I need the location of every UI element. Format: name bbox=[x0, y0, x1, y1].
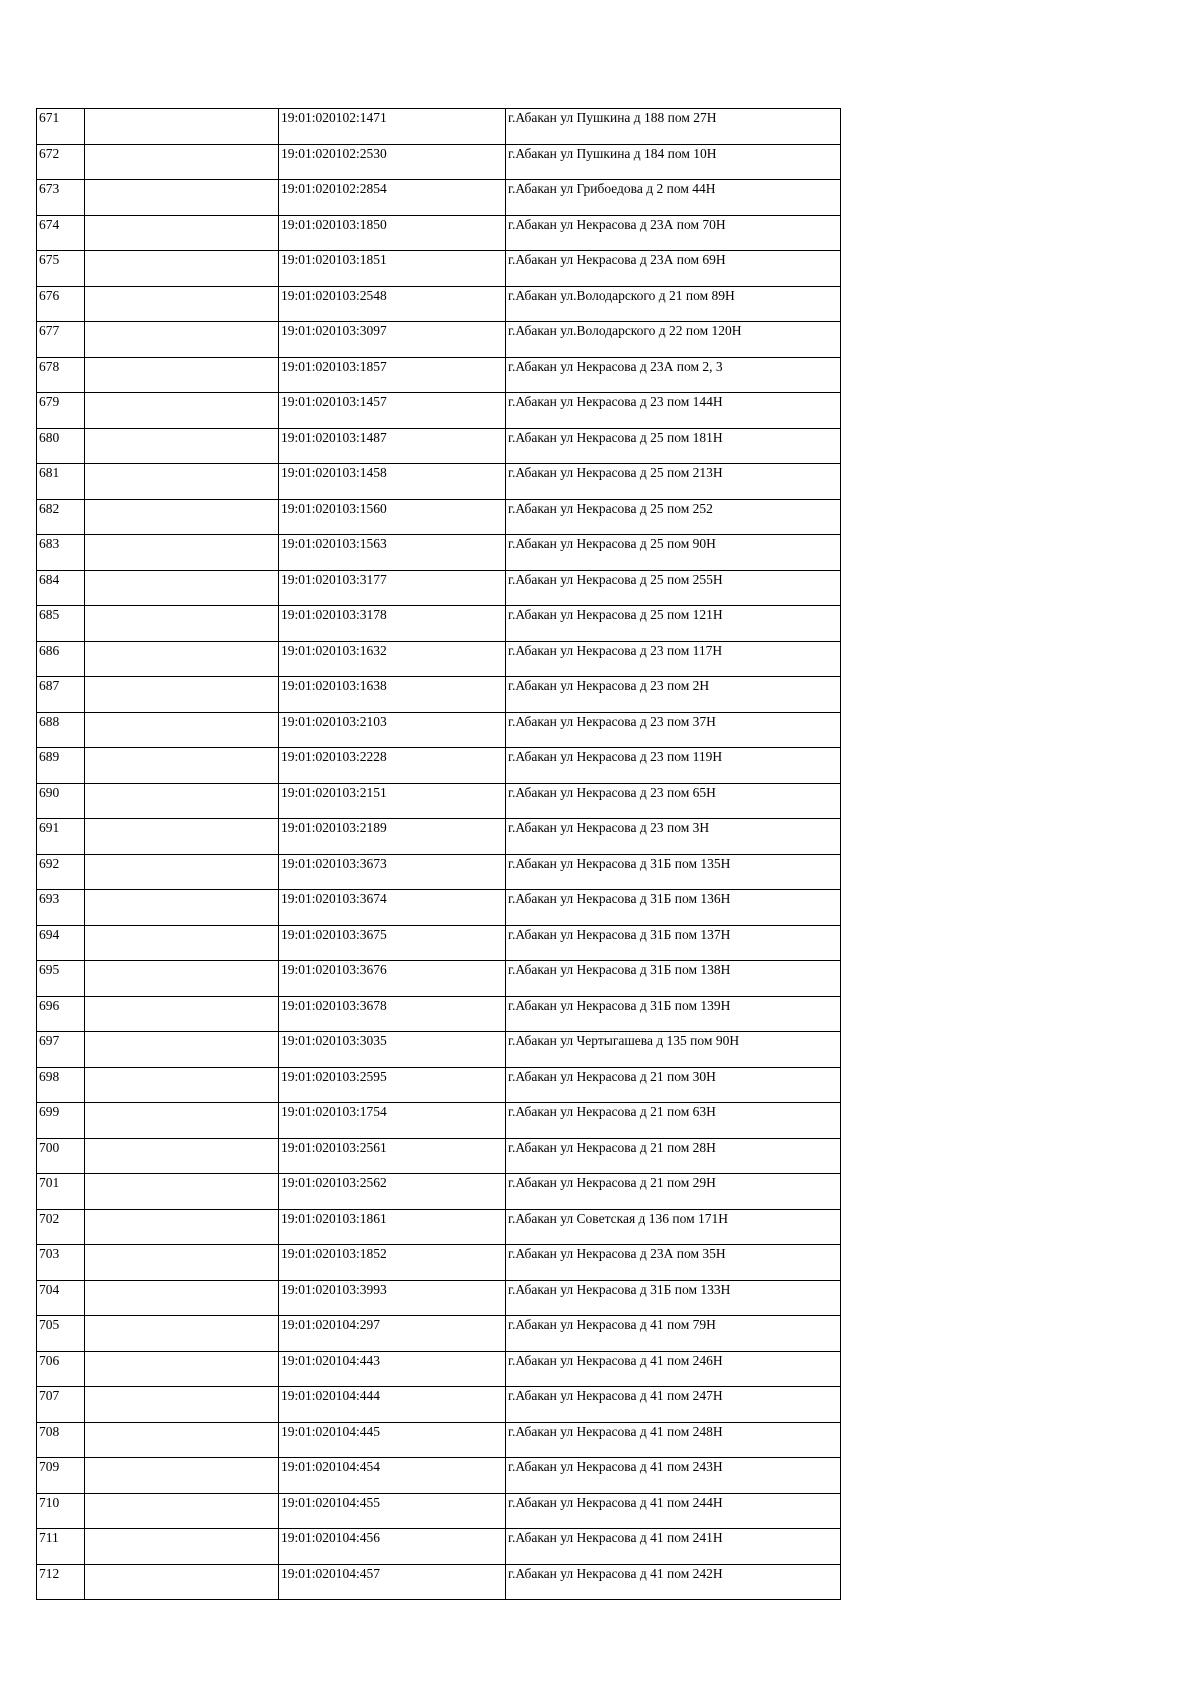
address-cell: г.Абакан ул.Володарского д 22 пом 120Н bbox=[506, 322, 841, 358]
cadastral-number-cell: 19:01:020104:444 bbox=[279, 1387, 506, 1423]
cadastral-number-cell: 19:01:020103:2561 bbox=[279, 1138, 506, 1174]
row-number-cell: 710 bbox=[37, 1493, 85, 1529]
address-cell: г.Абакан ул Пушкина д 184 пом 10Н bbox=[506, 144, 841, 180]
property-register-body bbox=[37, 109, 841, 1600]
cadastral-number-cell: 19:01:020103:3675 bbox=[279, 925, 506, 961]
row-number-cell: 703 bbox=[37, 1245, 85, 1281]
cadastral-number-cell: 19:01:020103:1563 bbox=[279, 535, 506, 571]
cadastral-number-cell: 19:01:020103:1754 bbox=[279, 1103, 506, 1139]
address-cell: г.Абакан ул Некрасова д 31Б пом 136Н bbox=[506, 890, 841, 926]
cadastral-number-cell: 19:01:020103:3678 bbox=[279, 996, 506, 1032]
name-cell bbox=[85, 748, 279, 784]
name-cell bbox=[85, 1458, 279, 1494]
table-row bbox=[37, 286, 841, 322]
address-cell: г.Абакан ул Некрасова д 23А пом 70Н bbox=[506, 215, 841, 251]
cadastral-number-cell: 19:01:020103:3993 bbox=[279, 1280, 506, 1316]
row-number-cell: 677 bbox=[37, 322, 85, 358]
cadastral-number-cell: 19:01:020103:2151 bbox=[279, 783, 506, 819]
row-number-cell: 673 bbox=[37, 180, 85, 216]
table-row bbox=[37, 1103, 841, 1139]
row-number-cell: 674 bbox=[37, 215, 85, 251]
row-number-cell: 676 bbox=[37, 286, 85, 322]
row-number-cell: 678 bbox=[37, 357, 85, 393]
name-cell bbox=[85, 890, 279, 926]
table-row bbox=[37, 180, 841, 216]
row-number-cell: 712 bbox=[37, 1564, 85, 1600]
table-row bbox=[37, 1422, 841, 1458]
row-number-cell: 691 bbox=[37, 819, 85, 855]
name-cell bbox=[85, 109, 279, 145]
row-number-cell: 708 bbox=[37, 1422, 85, 1458]
address-cell: г.Абакан ул Некрасова д 25 пом 255Н bbox=[506, 570, 841, 606]
name-cell bbox=[85, 996, 279, 1032]
row-number-cell: 682 bbox=[37, 499, 85, 535]
address-cell: г.Абакан ул Чертыгашева д 135 пом 90Н bbox=[506, 1032, 841, 1068]
name-cell bbox=[85, 1067, 279, 1103]
row-number-cell: 680 bbox=[37, 428, 85, 464]
row-number-cell: 704 bbox=[37, 1280, 85, 1316]
name-cell bbox=[85, 1280, 279, 1316]
table-row bbox=[37, 1316, 841, 1352]
cadastral-number-cell: 19:01:020103:2548 bbox=[279, 286, 506, 322]
address-cell: г.Абакан ул.Володарского д 21 пом 89Н bbox=[506, 286, 841, 322]
cadastral-number-cell: 19:01:020103:3676 bbox=[279, 961, 506, 997]
address-cell: г.Абакан ул Некрасова д 23 пом 119Н bbox=[506, 748, 841, 784]
address-cell: г.Абакан ул Некрасова д 21 пом 30Н bbox=[506, 1067, 841, 1103]
address-cell: г.Абакан ул Некрасова д 41 пом 242Н bbox=[506, 1564, 841, 1600]
address-cell: г.Абакан ул Пушкина д 188 пом 27Н bbox=[506, 109, 841, 145]
cadastral-number-cell: 19:01:020103:1850 bbox=[279, 215, 506, 251]
cadastral-number-cell: 19:01:020104:454 bbox=[279, 1458, 506, 1494]
name-cell bbox=[85, 499, 279, 535]
address-cell: г.Абакан ул Некрасова д 25 пом 252 bbox=[506, 499, 841, 535]
name-cell bbox=[85, 251, 279, 287]
table-row bbox=[37, 677, 841, 713]
address-cell: г.Абакан ул Некрасова д 23 пом 37Н bbox=[506, 712, 841, 748]
name-cell bbox=[85, 322, 279, 358]
row-number-cell: 683 bbox=[37, 535, 85, 571]
table-row bbox=[37, 251, 841, 287]
row-number-cell: 685 bbox=[37, 606, 85, 642]
name-cell bbox=[85, 1174, 279, 1210]
table-row bbox=[37, 819, 841, 855]
name-cell bbox=[85, 428, 279, 464]
cadastral-number-cell: 19:01:020103:1861 bbox=[279, 1209, 506, 1245]
name-cell bbox=[85, 1422, 279, 1458]
row-number-cell: 690 bbox=[37, 783, 85, 819]
table-row bbox=[37, 961, 841, 997]
cadastral-number-cell: 19:01:020103:3097 bbox=[279, 322, 506, 358]
name-cell bbox=[85, 144, 279, 180]
address-cell: г.Абакан ул Советская д 136 пом 171Н bbox=[506, 1209, 841, 1245]
cadastral-number-cell: 19:01:020104:455 bbox=[279, 1493, 506, 1529]
table-row bbox=[37, 712, 841, 748]
cadastral-number-cell: 19:01:020103:1852 bbox=[279, 1245, 506, 1281]
table-row bbox=[37, 854, 841, 890]
address-cell: г.Абакан ул Некрасова д 23 пом 65Н bbox=[506, 783, 841, 819]
table-row bbox=[37, 109, 841, 145]
row-number-cell: 672 bbox=[37, 144, 85, 180]
table-row bbox=[37, 570, 841, 606]
cadastral-number-cell: 19:01:020103:3673 bbox=[279, 854, 506, 890]
table-row bbox=[37, 144, 841, 180]
row-number-cell: 699 bbox=[37, 1103, 85, 1139]
address-cell: г.Абакан ул Некрасова д 41 пом 79Н bbox=[506, 1316, 841, 1352]
name-cell bbox=[85, 1316, 279, 1352]
cadastral-number-cell: 19:01:020103:1857 bbox=[279, 357, 506, 393]
table-row bbox=[37, 1067, 841, 1103]
table-row bbox=[37, 464, 841, 500]
row-number-cell: 701 bbox=[37, 1174, 85, 1210]
table-row bbox=[37, 783, 841, 819]
cadastral-number-cell: 19:01:020102:1471 bbox=[279, 109, 506, 145]
name-cell bbox=[85, 1351, 279, 1387]
table-row bbox=[37, 925, 841, 961]
row-number-cell: 698 bbox=[37, 1067, 85, 1103]
cadastral-number-cell: 19:01:020103:2562 bbox=[279, 1174, 506, 1210]
row-number-cell: 692 bbox=[37, 854, 85, 890]
row-number-cell: 709 bbox=[37, 1458, 85, 1494]
address-cell: г.Абакан ул Некрасова д 23 пом 3Н bbox=[506, 819, 841, 855]
table-row bbox=[37, 1351, 841, 1387]
name-cell bbox=[85, 1032, 279, 1068]
row-number-cell: 688 bbox=[37, 712, 85, 748]
table-row bbox=[37, 1245, 841, 1281]
address-cell: г.Абакан ул Некрасова д 41 пом 248Н bbox=[506, 1422, 841, 1458]
address-cell: г.Абакан ул Некрасова д 41 пом 244Н bbox=[506, 1493, 841, 1529]
cadastral-number-cell: 19:01:020103:2103 bbox=[279, 712, 506, 748]
row-number-cell: 687 bbox=[37, 677, 85, 713]
row-number-cell: 686 bbox=[37, 641, 85, 677]
name-cell bbox=[85, 854, 279, 890]
address-cell: г.Абакан ул Некрасова д 25 пом 181Н bbox=[506, 428, 841, 464]
table-row bbox=[37, 890, 841, 926]
cadastral-number-cell: 19:01:020103:1638 bbox=[279, 677, 506, 713]
table-row bbox=[37, 1280, 841, 1316]
table-row bbox=[37, 215, 841, 251]
cadastral-number-cell: 19:01:020103:1851 bbox=[279, 251, 506, 287]
row-number-cell: 707 bbox=[37, 1387, 85, 1423]
cadastral-number-cell: 19:01:020104:445 bbox=[279, 1422, 506, 1458]
name-cell bbox=[85, 1103, 279, 1139]
row-number-cell: 696 bbox=[37, 996, 85, 1032]
name-cell bbox=[85, 1138, 279, 1174]
name-cell bbox=[85, 1493, 279, 1529]
table-row bbox=[37, 428, 841, 464]
name-cell bbox=[85, 535, 279, 571]
row-number-cell: 697 bbox=[37, 1032, 85, 1068]
table-row bbox=[37, 1564, 841, 1600]
table-row bbox=[37, 1032, 841, 1068]
address-cell: г.Абакан ул Некрасова д 41 пом 246Н bbox=[506, 1351, 841, 1387]
name-cell bbox=[85, 180, 279, 216]
cadastral-number-cell: 19:01:020103:2228 bbox=[279, 748, 506, 784]
table-row bbox=[37, 1529, 841, 1565]
address-cell: г.Абакан ул Некрасова д 31Б пом 137Н bbox=[506, 925, 841, 961]
cadastral-number-cell: 19:01:020103:2189 bbox=[279, 819, 506, 855]
cadastral-number-cell: 19:01:020103:2595 bbox=[279, 1067, 506, 1103]
table-row bbox=[37, 535, 841, 571]
cadastral-number-cell: 19:01:020104:456 bbox=[279, 1529, 506, 1565]
table-row bbox=[37, 641, 841, 677]
name-cell bbox=[85, 712, 279, 748]
address-cell: г.Абакан ул Некрасова д 31Б пом 135Н bbox=[506, 854, 841, 890]
cadastral-number-cell: 19:01:020103:3674 bbox=[279, 890, 506, 926]
name-cell bbox=[85, 606, 279, 642]
table-row bbox=[37, 1458, 841, 1494]
row-number-cell: 694 bbox=[37, 925, 85, 961]
name-cell bbox=[85, 393, 279, 429]
table-row bbox=[37, 393, 841, 429]
table-row bbox=[37, 1174, 841, 1210]
name-cell bbox=[85, 961, 279, 997]
cadastral-number-cell: 19:01:020104:443 bbox=[279, 1351, 506, 1387]
address-cell: г.Абакан ул Некрасова д 31Б пом 138Н bbox=[506, 961, 841, 997]
row-number-cell: 705 bbox=[37, 1316, 85, 1352]
address-cell: г.Абакан ул Некрасова д 21 пом 63Н bbox=[506, 1103, 841, 1139]
row-number-cell: 689 bbox=[37, 748, 85, 784]
name-cell bbox=[85, 819, 279, 855]
name-cell bbox=[85, 1564, 279, 1600]
cadastral-number-cell: 19:01:020103:1560 bbox=[279, 499, 506, 535]
row-number-cell: 684 bbox=[37, 570, 85, 606]
table-row bbox=[37, 1387, 841, 1423]
name-cell bbox=[85, 1209, 279, 1245]
name-cell bbox=[85, 286, 279, 322]
row-number-cell: 679 bbox=[37, 393, 85, 429]
row-number-cell: 711 bbox=[37, 1529, 85, 1565]
cadastral-number-cell: 19:01:020103:1632 bbox=[279, 641, 506, 677]
table-row bbox=[37, 1209, 841, 1245]
address-cell: г.Абакан ул Некрасова д 23А пом 2, 3 bbox=[506, 357, 841, 393]
table-row bbox=[37, 606, 841, 642]
table-row bbox=[37, 1493, 841, 1529]
name-cell bbox=[85, 641, 279, 677]
cadastral-number-cell: 19:01:020104:297 bbox=[279, 1316, 506, 1352]
address-cell: г.Абакан ул Некрасова д 21 пом 28Н bbox=[506, 1138, 841, 1174]
name-cell bbox=[85, 570, 279, 606]
cadastral-number-cell: 19:01:020103:1487 bbox=[279, 428, 506, 464]
name-cell bbox=[85, 677, 279, 713]
table-row bbox=[37, 1138, 841, 1174]
address-cell: г.Абакан ул Некрасова д 23 пом 144Н bbox=[506, 393, 841, 429]
address-cell: г.Абакан ул Некрасова д 25 пом 121Н bbox=[506, 606, 841, 642]
address-cell: г.Абакан ул Некрасова д 41 пом 241Н bbox=[506, 1529, 841, 1565]
name-cell bbox=[85, 464, 279, 500]
row-number-cell: 700 bbox=[37, 1138, 85, 1174]
row-number-cell: 706 bbox=[37, 1351, 85, 1387]
property-register-table bbox=[36, 108, 841, 1600]
name-cell bbox=[85, 783, 279, 819]
row-number-cell: 681 bbox=[37, 464, 85, 500]
cadastral-number-cell: 19:01:020104:457 bbox=[279, 1564, 506, 1600]
address-cell: г.Абакан ул Некрасова д 25 пом 213Н bbox=[506, 464, 841, 500]
cadastral-number-cell: 19:01:020103:3035 bbox=[279, 1032, 506, 1068]
name-cell bbox=[85, 1245, 279, 1281]
table-row bbox=[37, 748, 841, 784]
address-cell: г.Абакан ул Некрасова д 41 пом 247Н bbox=[506, 1387, 841, 1423]
address-cell: г.Абакан ул Грибоедова д 2 пом 44Н bbox=[506, 180, 841, 216]
name-cell bbox=[85, 1529, 279, 1565]
table-row bbox=[37, 322, 841, 358]
cadastral-number-cell: 19:01:020103:1458 bbox=[279, 464, 506, 500]
cadastral-number-cell: 19:01:020102:2530 bbox=[279, 144, 506, 180]
row-number-cell: 702 bbox=[37, 1209, 85, 1245]
address-cell: г.Абакан ул Некрасова д 23А пом 69Н bbox=[506, 251, 841, 287]
name-cell bbox=[85, 1387, 279, 1423]
cadastral-number-cell: 19:01:020102:2854 bbox=[279, 180, 506, 216]
address-cell: г.Абакан ул Некрасова д 25 пом 90Н bbox=[506, 535, 841, 571]
address-cell: г.Абакан ул Некрасова д 23А пом 35Н bbox=[506, 1245, 841, 1281]
name-cell bbox=[85, 925, 279, 961]
cadastral-number-cell: 19:01:020103:1457 bbox=[279, 393, 506, 429]
name-cell bbox=[85, 215, 279, 251]
address-cell: г.Абакан ул Некрасова д 23 пом 2Н bbox=[506, 677, 841, 713]
row-number-cell: 695 bbox=[37, 961, 85, 997]
address-cell: г.Абакан ул Некрасова д 21 пом 29Н bbox=[506, 1174, 841, 1210]
row-number-cell: 675 bbox=[37, 251, 85, 287]
table-row bbox=[37, 996, 841, 1032]
table-row bbox=[37, 357, 841, 393]
address-cell: г.Абакан ул Некрасова д 23 пом 117Н bbox=[506, 641, 841, 677]
row-number-cell: 671 bbox=[37, 109, 85, 145]
cadastral-number-cell: 19:01:020103:3178 bbox=[279, 606, 506, 642]
table-row bbox=[37, 499, 841, 535]
cadastral-number-cell: 19:01:020103:3177 bbox=[279, 570, 506, 606]
row-number-cell: 693 bbox=[37, 890, 85, 926]
name-cell bbox=[85, 357, 279, 393]
address-cell: г.Абакан ул Некрасова д 41 пом 243Н bbox=[506, 1458, 841, 1494]
address-cell: г.Абакан ул Некрасова д 31Б пом 139Н bbox=[506, 996, 841, 1032]
address-cell: г.Абакан ул Некрасова д 31Б пом 133Н bbox=[506, 1280, 841, 1316]
